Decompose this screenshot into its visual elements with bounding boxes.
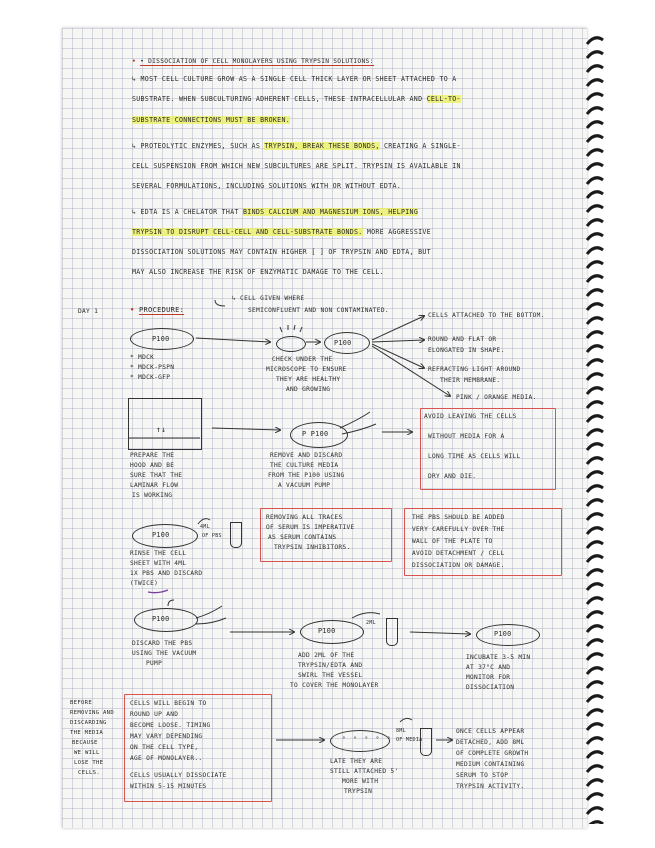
spiral-ring bbox=[587, 458, 603, 464]
tube-icon bbox=[386, 618, 398, 646]
serum-note: TRYPSIN INHIBITORS. bbox=[274, 544, 351, 551]
note-line: SEVERAL FORMULATIONS, INCLUDING SOLUTIONS WITH OR WITHOUT EDTA. bbox=[132, 182, 401, 190]
hood-drawing bbox=[128, 398, 202, 450]
media-volume: OF MEDIA bbox=[396, 737, 423, 743]
once-text: MEDIUM CONTAINING bbox=[456, 761, 525, 768]
hood-text: PREPARE THE bbox=[130, 452, 175, 459]
check-item: THEIR MEMBRANE. bbox=[440, 377, 501, 384]
note-line: ↳ MOST CELL CULTURE GROW AS A SINGLE CELL THICK LAYER OR SHEET ATTACHED TO A bbox=[132, 75, 457, 83]
pbs-note: AVOID DETACHMENT / CELL bbox=[412, 550, 505, 557]
spiral-ring bbox=[587, 486, 603, 492]
rinse-text: 1X PBS AND DISCARD bbox=[130, 570, 203, 577]
discard-text: DISCARD THE PBS bbox=[132, 640, 193, 647]
spiral-ring bbox=[587, 66, 603, 72]
spiral-ring bbox=[587, 528, 603, 534]
hood-text: HOOD AND BE bbox=[130, 462, 175, 469]
note-line: DISSOCIATION SOLUTIONS MAY CONTAIN HIGHER [ ] OF TRYPSIN AND EDTA, BUT bbox=[132, 248, 431, 256]
once-text: SERUM TO STOP bbox=[456, 772, 509, 779]
discard-text: USING THE VACUUM bbox=[132, 650, 197, 657]
microscope-eye bbox=[276, 336, 306, 352]
p100-label: P100 bbox=[152, 335, 170, 343]
check-text: CHECK UNDER THE bbox=[272, 356, 333, 363]
rinse-text: RINSE THE CELL bbox=[130, 550, 187, 557]
note-line: TRYPSIN TO DISRUPT CELL-CELL AND CELL-SUBSTRATE BONDS. MORE AGGRESSIVE bbox=[132, 228, 431, 236]
avoid-note: AVOID LEAVING THE CELLS bbox=[424, 413, 517, 420]
spiral-ring bbox=[587, 696, 603, 702]
spiral-ring bbox=[587, 752, 603, 758]
cell-note: ↳ CELL GIVEN WHERE bbox=[232, 295, 305, 302]
once-text: DETACHED, ADD 8ML bbox=[456, 739, 525, 746]
spiral-ring bbox=[587, 416, 603, 422]
spiral-ring bbox=[587, 584, 603, 590]
pbs-label: 4ML bbox=[200, 524, 210, 530]
spiral-ring bbox=[587, 612, 603, 618]
side-note: CELLS. bbox=[78, 770, 101, 776]
add-text: TRYPSIN/EDTA AND bbox=[298, 662, 363, 669]
dissociation-note: WITHIN 5-15 MINUTES bbox=[130, 783, 207, 790]
spiral-ring bbox=[587, 136, 603, 142]
spiral-ring bbox=[587, 248, 603, 254]
side-note: BECAUSE bbox=[72, 740, 98, 746]
cell-dots: ° ° ° ° ° bbox=[342, 736, 393, 743]
incubate-text: AT 37°C AND bbox=[466, 664, 511, 671]
spiral-ring bbox=[587, 640, 603, 646]
p100-label: P100 bbox=[334, 339, 352, 347]
side-note: THE MEDIA bbox=[70, 730, 104, 736]
spiral-ring bbox=[587, 808, 603, 814]
avoid-note: WITHOUT MEDIA FOR A bbox=[428, 433, 505, 440]
p100-label: P100 bbox=[152, 615, 170, 623]
add-text: SWIRL THE VESSEL bbox=[298, 672, 363, 679]
spiral-ring bbox=[587, 318, 603, 324]
discard-text: PUMP bbox=[146, 660, 163, 667]
dissociation-note: ROUND UP AND bbox=[130, 711, 179, 718]
spiral-ring bbox=[587, 178, 603, 184]
remove-text: THE CULTURE MEDIA bbox=[270, 462, 339, 469]
airflow-icon: ↑↓ bbox=[156, 425, 167, 434]
spiral-ring bbox=[587, 360, 603, 366]
p100-label: P100 bbox=[494, 630, 512, 638]
spiral-ring bbox=[587, 472, 603, 478]
check-text: MICROSCOPE TO ENSURE bbox=[266, 366, 347, 373]
spiral-ring bbox=[587, 556, 603, 562]
notes-title: • • DISSOCIATION OF CELL MONOLAYERS USING TRYPSIN SOLUTIONS: bbox=[132, 58, 374, 65]
spiral-ring bbox=[587, 234, 603, 240]
spiral-ring bbox=[587, 500, 603, 506]
side-note: DISCARDING bbox=[70, 720, 107, 726]
pbs-note: THE PBS SHOULD BE ADDED bbox=[412, 514, 505, 521]
note-line: ↳ EDTA IS A CHELATOR THAT BINDS CALCIUM AND MAGNESIUM IONS, HELPING bbox=[132, 208, 419, 216]
pbs-note: WALL OF THE PLATE TO bbox=[412, 538, 493, 545]
side-note: LOSE THE bbox=[74, 760, 104, 766]
procedure-heading: • PROCEDURE: bbox=[130, 306, 185, 314]
remove-text: FROM THE P100 USING bbox=[268, 472, 345, 479]
spiral-ring bbox=[587, 668, 603, 674]
spiral-ring bbox=[587, 444, 603, 450]
once-text: ONCE CELLS APPEAR bbox=[456, 728, 525, 735]
spiral-ring bbox=[587, 150, 603, 156]
spiral-ring bbox=[587, 766, 603, 772]
check-item: CELLS ATTACHED TO THE BOTTOM. bbox=[428, 312, 545, 319]
spiral-ring bbox=[587, 570, 603, 576]
dissociation-note: AGE OF MONOLAYER.. bbox=[130, 755, 203, 762]
note-line: SUBSTRATE CONNECTIONS MUST BE BROKEN. bbox=[132, 116, 290, 124]
check-item: REFRACTING LIGHT AROUND bbox=[428, 366, 521, 373]
spiral-ring bbox=[587, 80, 603, 86]
hood-text: IS WORKING bbox=[132, 492, 173, 499]
spiral-ring bbox=[587, 164, 603, 170]
check-item: PINK / ORANGE MEDIA. bbox=[456, 394, 537, 401]
spiral-ring bbox=[587, 626, 603, 632]
p100-label: P100 bbox=[318, 627, 336, 635]
spiral-ring bbox=[587, 682, 603, 688]
cell-line: * MDCK bbox=[130, 354, 155, 361]
p100-label: P100 bbox=[152, 531, 170, 539]
spiral-ring bbox=[587, 794, 603, 800]
hood-text: LAMINAR FLOW bbox=[130, 482, 179, 489]
spiral-ring bbox=[587, 710, 603, 716]
late-text: TRYPSIN bbox=[344, 788, 373, 795]
dissociation-note: MAY VARY DEPENDING bbox=[130, 733, 203, 740]
check-text: AND GROWING bbox=[286, 386, 331, 393]
spiral-ring bbox=[587, 332, 603, 338]
dissociation-note: BECOME LOOSE. TIMING bbox=[130, 722, 211, 729]
pbs-label: OF PBS bbox=[202, 533, 222, 539]
note-line: ↳ PROTEOLYTIC ENZYMES, SUCH AS TRYPSIN, BREAK THESE BONDS, CREATING A SINGLE- bbox=[132, 142, 461, 150]
add-text: TO COVER THE MONOLAYER bbox=[290, 682, 379, 689]
spiral-ring bbox=[587, 108, 603, 114]
spiral-ring bbox=[587, 346, 603, 352]
spiral-ring bbox=[587, 94, 603, 100]
dissociation-note: CELLS WILL BEGIN TO bbox=[130, 700, 207, 707]
spiral-ring bbox=[587, 220, 603, 226]
spiral-ring bbox=[587, 304, 603, 310]
day-label: DAY 1 bbox=[78, 308, 99, 315]
once-text: TRYPSIN ACTIVITY. bbox=[456, 783, 525, 790]
spiral-ring bbox=[587, 206, 603, 212]
pbs-note: VERY CAREFULLY OVER THE bbox=[412, 526, 505, 533]
hood-text: SURE THAT THE bbox=[130, 472, 183, 479]
spiral-ring bbox=[587, 276, 603, 282]
check-item: ROUND AND FLAT OR bbox=[428, 336, 497, 343]
rinse-text: SHEET WITH 4ML bbox=[130, 560, 187, 567]
spiral-ring bbox=[587, 374, 603, 380]
spiral-ring bbox=[587, 402, 603, 408]
spiral-ring bbox=[587, 430, 603, 436]
pbs-note: DISSOCIATION OR DAMAGE. bbox=[412, 562, 505, 569]
incubate-text: DISSOCIATION bbox=[466, 684, 515, 691]
spiral-binding bbox=[585, 34, 605, 824]
note-line: MAY ALSO INCREASE THE RISK OF ENZYMATIC DAMAGE TO THE CELL. bbox=[132, 268, 384, 276]
spiral-ring bbox=[587, 388, 603, 394]
spiral-ring bbox=[587, 654, 603, 660]
late-text: MORE WITH bbox=[342, 778, 379, 785]
avoid-note: LONG TIME AS CELLS WILL bbox=[428, 453, 521, 460]
once-text: OF COMPLETE GROWTH bbox=[456, 750, 529, 757]
spiral-ring bbox=[587, 598, 603, 604]
cell-note: SEMICONFLUENT AND NON CONTAMINATED. bbox=[248, 307, 389, 314]
spiral-ring bbox=[587, 724, 603, 730]
dissociation-note: ON THE CELL TYPE, bbox=[130, 744, 199, 751]
side-note: WE WILL bbox=[74, 750, 100, 756]
avoid-note: DRY AND DIE. bbox=[428, 473, 477, 480]
add-text: ADD 2ML OF THE bbox=[298, 652, 355, 659]
note-line: SUBSTRATE. WHEN SUBCULTURING ADHERENT CELLS, THESE INTRACELLULAR AND CELL-TO- bbox=[132, 95, 461, 103]
check-item: ELONGATED IN SHAPE. bbox=[428, 347, 505, 354]
tube-icon bbox=[420, 728, 432, 756]
spiral-ring bbox=[587, 780, 603, 786]
media-volume: 8ML bbox=[396, 728, 406, 734]
trypsin-volume: 2ML bbox=[366, 620, 376, 626]
remove-text: A VACUUM PUMP bbox=[278, 482, 331, 489]
incubate-text: MONITOR FOR bbox=[466, 674, 511, 681]
serum-note: OF SERUM IS IMPERATIVE bbox=[266, 524, 355, 531]
p100-label: P P100 bbox=[302, 430, 329, 438]
note-line: CELL SUSPENSION FROM WHICH NEW SUBCULTURES ARE SPLIT. TRYPSIN IS AVAILABLE IN bbox=[132, 162, 461, 170]
spiral-ring bbox=[587, 52, 603, 58]
late-text: LATE THEY ARE bbox=[330, 758, 383, 765]
spiral-ring bbox=[587, 122, 603, 128]
spiral-ring bbox=[587, 262, 603, 268]
side-note: BEFORE bbox=[70, 700, 93, 706]
side-note: REMOVING AND bbox=[70, 710, 115, 716]
cell-line: * MDCK-PSPN bbox=[130, 364, 175, 371]
tube-icon bbox=[230, 522, 242, 548]
spiral-ring bbox=[587, 514, 603, 520]
cell-line: * MDCK-GFP bbox=[130, 374, 171, 381]
spiral-ring bbox=[587, 822, 603, 824]
rinse-text: (TWICE) bbox=[130, 580, 159, 587]
spiral-ring bbox=[587, 542, 603, 548]
spiral-ring bbox=[587, 738, 603, 744]
spiral-ring bbox=[587, 38, 603, 44]
spiral-ring bbox=[587, 192, 603, 198]
late-text: STILL ATTACHED 5' bbox=[330, 768, 399, 775]
serum-note: AS SERUM CONTAINS bbox=[268, 534, 337, 541]
dissociation-note: CELLS USUALLY DISSOCIATE bbox=[130, 772, 227, 779]
spiral-ring bbox=[587, 290, 603, 296]
remove-text: REMOVE AND DISCARD bbox=[270, 452, 343, 459]
serum-note: REMOVING ALL TRACES bbox=[266, 514, 343, 521]
check-text: THEY ARE HEALTHY bbox=[276, 376, 341, 383]
incubate-text: INCUBATE 3-5 MIN bbox=[466, 654, 531, 661]
